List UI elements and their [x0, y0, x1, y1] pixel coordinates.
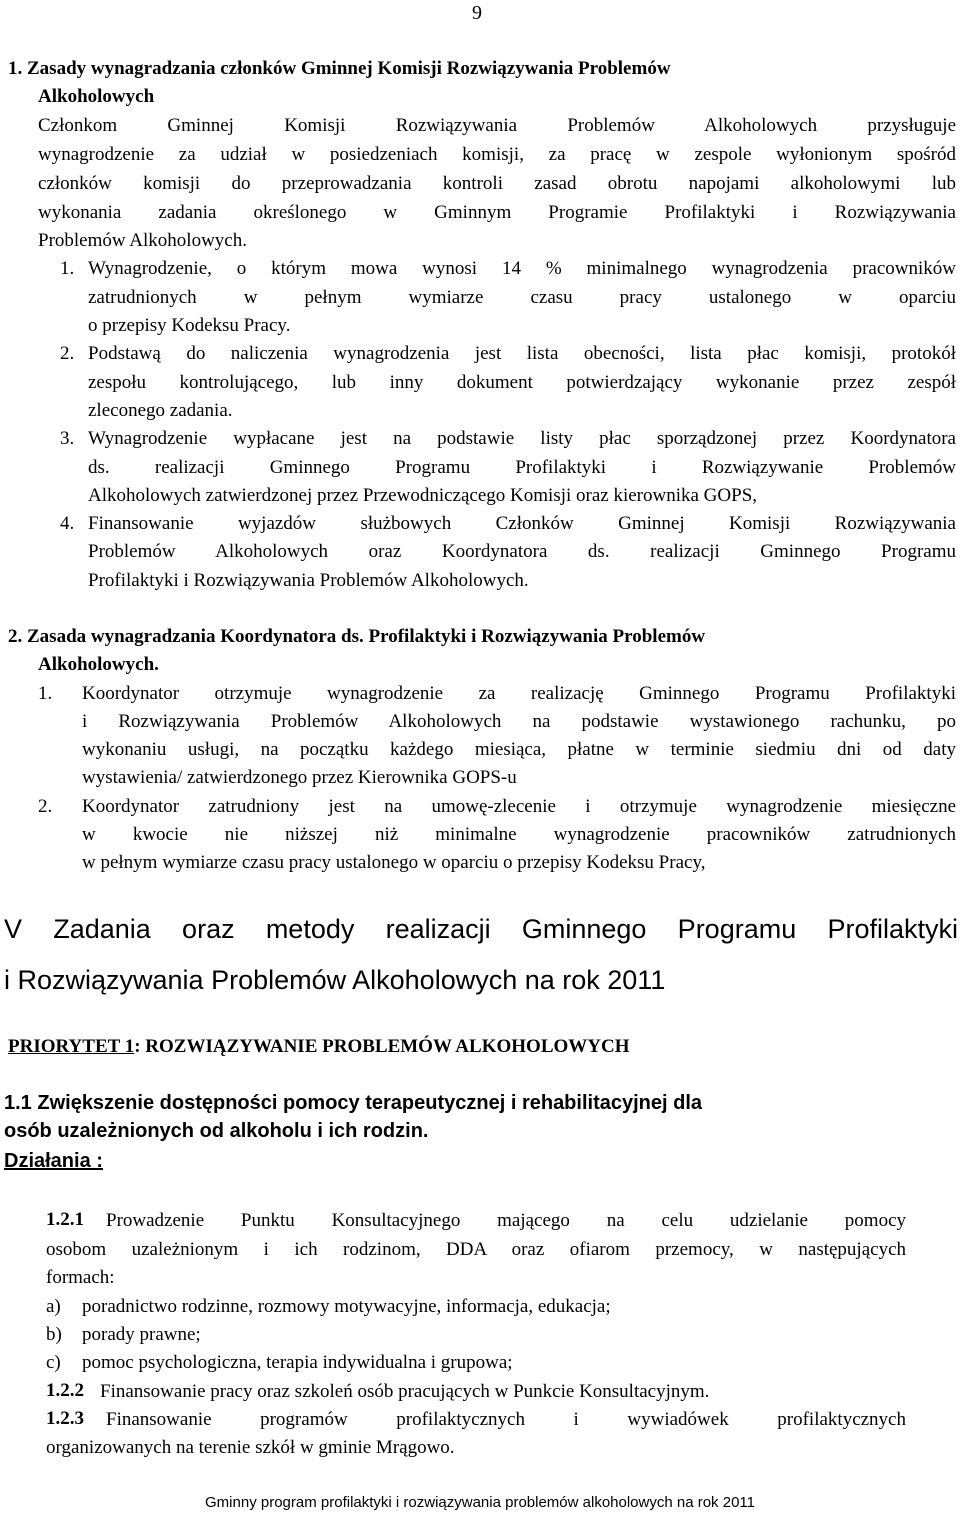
list-item-line: Podstawą do naliczenia wynagrodzenia jest lista obecności, lista płac komisji, protokół	[88, 343, 956, 364]
action-text-line: formach:	[46, 1267, 115, 1288]
section1-intro-line: wykonania zadania określonego w Gminnym Programie Profilaktyki i Rozwiązywania	[38, 202, 956, 223]
list-letter-text: pomoc psychologiczna, terapia indywidualna i grupowa;	[82, 1352, 513, 1373]
priority-heading	[8, 1036, 630, 1058]
goal-heading-line2: osób uzależnionych od alkoholu i ich rodzin.	[4, 1120, 429, 1142]
list-item-line: zleconego zadania.	[88, 400, 233, 421]
list-item-line: ds. realizacji Gminnego Programu Profilaktyki i Rozwiązywanie Problemów	[88, 457, 956, 478]
page-number: 9	[472, 2, 482, 24]
list-item-number: 2.	[60, 343, 75, 364]
list-letter-text: porady prawne;	[82, 1324, 201, 1345]
list-item-number: 4.	[60, 513, 75, 534]
list-item-number: 1.	[38, 683, 53, 704]
chapter-heading-line2: i Rozwiązywania Problemów Alkoholowych na rok 2011	[4, 965, 666, 995]
action-text-line: Finansowanie pracy oraz szkoleń osób pracujących w Punkcie Konsultacyjnym.	[100, 1381, 710, 1402]
action-text-line: Prowadzenie Punktu Konsultacyjnego mającego na celu udzielanie pomocy	[106, 1210, 906, 1231]
actions-label: Działania :	[4, 1150, 103, 1172]
list-letter: b)	[46, 1324, 62, 1345]
list-item-line: w kwocie nie niższej niż minimalne wynagrodzenie pracowników zatrudnionych	[82, 824, 956, 845]
section1-intro-line: członków komisji do przeprowadzania kontroli zasad obrotu napojami alkoholowymi lub	[38, 173, 956, 194]
list-item-number: 1.	[60, 258, 75, 279]
section2-title-line2: Alkoholowych.	[38, 654, 159, 675]
list-item-line: Alkoholowych zatwierdzonej przez Przewodniczącego Komisji oraz kierownika GOPS,	[88, 485, 758, 506]
list-item-line: Wynagrodzenie wypłacane jest na podstawie listy płac sporządzonej przez Koordynatora	[88, 428, 956, 449]
action-number: 1.2.3	[46, 1408, 84, 1429]
list-item-line: w pełnym wymiarze czasu pracy ustalonego w oparciu o przepisy Kodeksu Pracy,	[82, 852, 706, 873]
section1-title-line1: 1. Zasady wynagradzania członków Gminnej Komisji Rozwiązywania Problemów	[8, 58, 671, 79]
section2-title-line1: 2. Zasada wynagradzania Koordynatora ds. Profilaktyki i Rozwiązywania Problemów	[8, 626, 706, 647]
chapter-heading-line1: V Zadania oraz metody realizacji Gminnego Programu Profilaktyki	[4, 914, 958, 944]
action-text-line: organizowanych na terenie szkół w gminie Mrągowo.	[46, 1437, 455, 1458]
list-item-line: zespołu kontrolującego, lub inny dokument potwierdzający wykonanie przez zespół	[88, 372, 956, 393]
action-number: 1.2.1	[46, 1209, 84, 1230]
list-letter: a)	[46, 1296, 61, 1317]
priority-title: : ROZWIĄZYWANIE PROBLEMÓW ALKOHOLOWYCH	[134, 1036, 630, 1057]
list-item-line: wykonaniu usługi, na początku każdego miesiąca, płatne w terminie siedmiu dni od daty	[82, 739, 956, 760]
list-item-line: Koordynator otrzymuje wynagrodzenie za realizację Gminnego Programu Profilaktyki	[82, 683, 956, 704]
list-item-number: 3.	[60, 428, 75, 449]
list-letter: c)	[46, 1352, 61, 1373]
list-item-line: zatrudnionych w pełnym wymiarze czasu pracy ustalonego w oparciu	[88, 287, 956, 308]
action-text-line: osobom uzależnionym i ich rodzinom, DDA oraz ofiarom przemocy, w następujących	[46, 1239, 906, 1260]
action-number: 1.2.2	[46, 1380, 84, 1401]
list-item-line: wystawienia/ zatwierdzonego przez Kierownika GOPS-u	[82, 767, 517, 788]
priority-label: PRIORYTET 1	[8, 1036, 135, 1057]
goal-heading-line1: 1.1 Zwiększenie dostępności pomocy terapeutycznej i rehabilitacyjnej dla	[4, 1092, 703, 1114]
section1-intro-line: wynagrodzenie za udział w posiedzeniach komisji, za pracę w zespole wyłonionym spośród	[38, 144, 956, 165]
section1-intro-line: Członkom Gminnej Komisji Rozwiązywania Problemów Alkoholowych przysługuje	[38, 115, 956, 136]
action-text-line: Finansowanie programów profilaktycznych i wywiadówek profilaktycznych	[106, 1409, 906, 1430]
section1-intro-line: Problemów Alkoholowych.	[38, 230, 247, 251]
section1-title-line2: Alkoholowych	[38, 86, 155, 107]
list-item-number: 2.	[38, 796, 53, 817]
list-item-line: i Rozwiązywania Problemów Alkoholowych na podstawie wystawionego rachunku, po	[82, 711, 956, 732]
list-item-line: Wynagrodzenie, o którym mowa wynosi 14 % minimalnego wynagrodzenia pracowników	[88, 258, 956, 279]
list-item-line: Finansowanie wyjazdów służbowych Członków Gminnej Komisji Rozwiązywania	[88, 513, 956, 534]
list-item-line: Problemów Alkoholowych oraz Koordynatora ds. realizacji Gminnego Programu	[88, 541, 956, 562]
list-item-line: Koordynator zatrudniony jest na umowę-zlecenie i otrzymuje wynagrodzenie miesięczne	[82, 796, 956, 817]
list-letter-text: poradnictwo rodzinne, rozmowy motywacyjne, informacja, edukacja;	[82, 1296, 611, 1317]
list-item-line: Profilaktyki i Rozwiązywania Problemów Alkoholowych.	[88, 570, 529, 591]
page-footer: Gminny program profilaktyki i rozwiązywania problemów alkoholowych na rok 2011	[205, 1494, 755, 1511]
list-item-line: o przepisy Kodeksu Pracy.	[88, 315, 291, 336]
